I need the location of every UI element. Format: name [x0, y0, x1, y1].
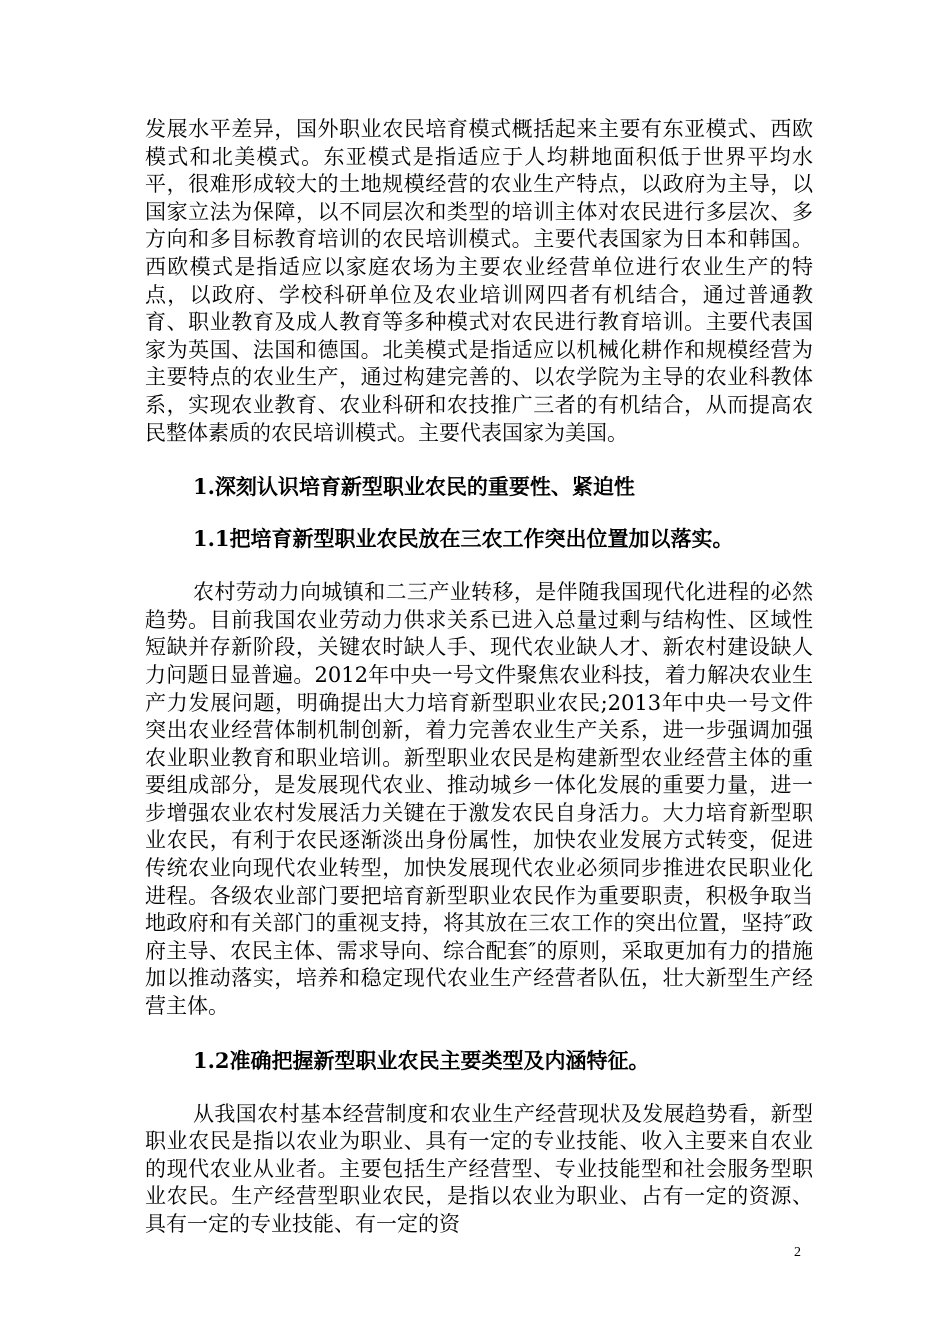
subsection-heading-1-2: 1.2准确把握新型职业农民主要类型及内涵特征。 — [193, 1047, 650, 1073]
body-paragraph-1-1: 农村劳动力向城镇和二三产业转移，是伴随我国现代化进程的必然趋势。目前我国农业劳动力供求关系已进入总量过剩与结构性、区域性短缺并存新阶段，关键农时缺人手、现代农业缺人才、新农村建设缺人力问题日显普遍。2012年中央一号文件聚焦农业科技，着力解决农业生产力发展问题，明确提出大力培育新型职业农民;2013年中央一号文件突出农业经营体制机制创新，着力完善农业生产关系，进一步强调加强农业职业教育和职业培训。新型职业农民是构建新型农业经营主体的重要组成部分，是发展现代农业、推动城乡一体化发展的重要力量，进一步增强农业农村发展活力关键在于激发农民自身活力。大力培育新型职业农民，有利于农民逐渐淡出身份属性，加快农业发展方式转变，促进传统农业向现代农业转型，加快发展现代农业必须同步推进农民职业化进程。各级农业部门要把培育新型职业农民作为重要职责，积极争取当地政府和有关部门的重视支持，将其放在三农工作的突出位置，坚持″政府主导、农民主体、需求导向、综合配套″的原则，采取更加有力的措施加以推动落实，培养和稳定现代农业生产经营者队伍，壮大新型生产经营主体。 — [145, 580, 813, 1019]
section-heading: 1.深刻认识培育新型职业农民的重要性、紧迫性 — [193, 474, 635, 500]
body-paragraph-1-2: 从我国农村基本经营制度和农业生产经营现状及发展趋势看，新型职业农民是指以农业为职业、具有一定的专业技能、收入主要来自农业的现代农业从业者。主要包括生产经营型、专业技能型和社会服务型职业农民。生产经营型职业农民，是指以农业为职业、占有一定的资源、具有一定的专业技能、有一定的资 — [145, 1101, 813, 1236]
intro-paragraph: 发展水平差异，国外职业农民培育模式概括起来主要有东亚模式、西欧模式和北美模式。东亚模式是指适应于人均耕地面积低于世界平均水平，很难形成较大的土地规模经营的农业生产特点，以政府为主导，以国家立法为保障，以不同层次和类型的培训主体对农民进行多层次、多方向和多目标教育培训的农民培训模式。主要代表国家为日本和韩国。西欧模式是指适应以家庭农场为主要农业经营单位进行农业生产的特点，以政府、学校科研单位及农业培训网四者有机结合，通过普通教育、职业教育及成人教育等多种模式对农民进行教育培训。主要代表国家为英国、法国和德国。北美模式是指适应以机械化耕作和规模经营为主要特点的农业生产，通过构建完善的、以农学院为主导的农业科教体系，实现农业教育、农业科研和农技推广三者的有机结合，从而提高农民整体素质的农民培训模式。主要代表国家为美国。 — [145, 117, 813, 445]
page-number: 2 — [794, 1245, 801, 1260]
subsection-heading-1-1: 1.1把培育新型职业农民放在三农工作突出位置加以落实。 — [193, 526, 734, 552]
document-page — [145, 116, 813, 1239]
